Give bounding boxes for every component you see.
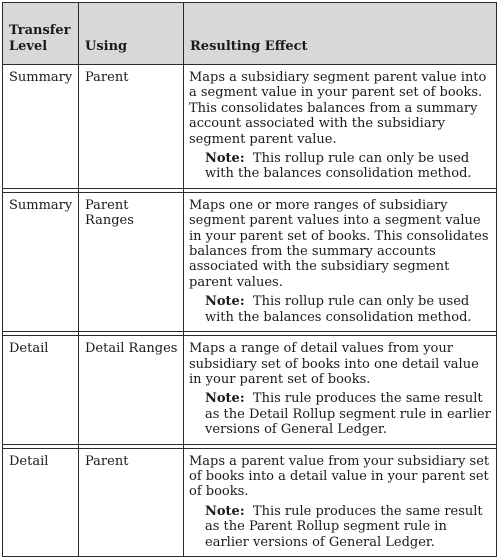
cell-effect (184, 192, 497, 331)
note (189, 504, 491, 550)
note-label: Note: (205, 294, 245, 310)
table-header-row (3, 3, 497, 65)
rollup-rules-table (2, 2, 497, 557)
using-text: Parent (85, 453, 129, 469)
header-transfer-level (3, 3, 79, 65)
using-text: Parent Ranges (85, 197, 134, 229)
cell-transfer-level (3, 448, 79, 556)
cell-using (79, 336, 184, 444)
effect-block (184, 336, 496, 443)
header-using-label: Using (85, 38, 128, 54)
note (189, 151, 491, 182)
cell-effect (184, 448, 497, 556)
note-text: This rule produces the same result as the Detail Rollup segment rule in earlier versions of General Ledger. (205, 391, 491, 438)
transfer-level-text: Detail (9, 341, 49, 357)
cell-using (79, 65, 184, 189)
cell-transfer-level (3, 192, 79, 331)
note-text: This rollup rule can only be used with the balances consolidation method. (205, 294, 472, 325)
transfer-level-text: Summary (9, 197, 73, 213)
cell-transfer-level (3, 336, 79, 444)
cell-effect (184, 336, 497, 444)
cell-using (79, 192, 184, 331)
table-row (3, 336, 497, 444)
note (189, 391, 491, 437)
note-text: This rollup rule can only be used with the balances consolidation method. (205, 151, 472, 182)
transfer-level-text: Detail (9, 453, 49, 469)
table-row (3, 192, 497, 331)
note-label: Note: (205, 151, 245, 167)
header-resulting-effect-label: Resulting Effect (190, 38, 308, 54)
effect-text: Maps a parent value from your subsidiary set of books into a detail value in your parent set of books. (189, 453, 490, 500)
cell-effect (184, 65, 497, 189)
note (189, 294, 491, 325)
note-label: Note: (205, 503, 245, 519)
using-text: Parent (85, 70, 129, 85)
using-text: Detail Ranges (85, 341, 178, 357)
table-row (3, 65, 497, 189)
header-transfer-level-label: Transfer Level (9, 23, 71, 54)
cell-using (79, 448, 184, 556)
transfer-level-text: Summary (9, 70, 73, 85)
note-text: This rule produces the same result as the Parent Rollup segment rule in earlier versions of General Ledger. (205, 503, 483, 550)
header-using (79, 3, 184, 65)
effect-block (184, 449, 496, 556)
effect-block (184, 65, 496, 188)
table-row (3, 448, 497, 556)
effect-text: Maps a subsidiary segment parent value into a segment value in your parent set of books. This consolidates balances from a summary account associated with the subsidiary segment parent value. (189, 70, 487, 147)
effect-text: Maps a range of detail values from your subsidiary set of books into one detail value in your parent set of books. (189, 341, 479, 387)
cell-transfer-level (3, 65, 79, 189)
note-label: Note: (205, 391, 245, 407)
effect-block (184, 193, 496, 331)
header-resulting-effect (184, 3, 497, 65)
effect-text: Maps one or more ranges of subsidiary segment parent values into a segment value in your parent set of books. This consolidates balances from the summary accounts associated with the subsidiary segment parent values. (189, 197, 489, 290)
